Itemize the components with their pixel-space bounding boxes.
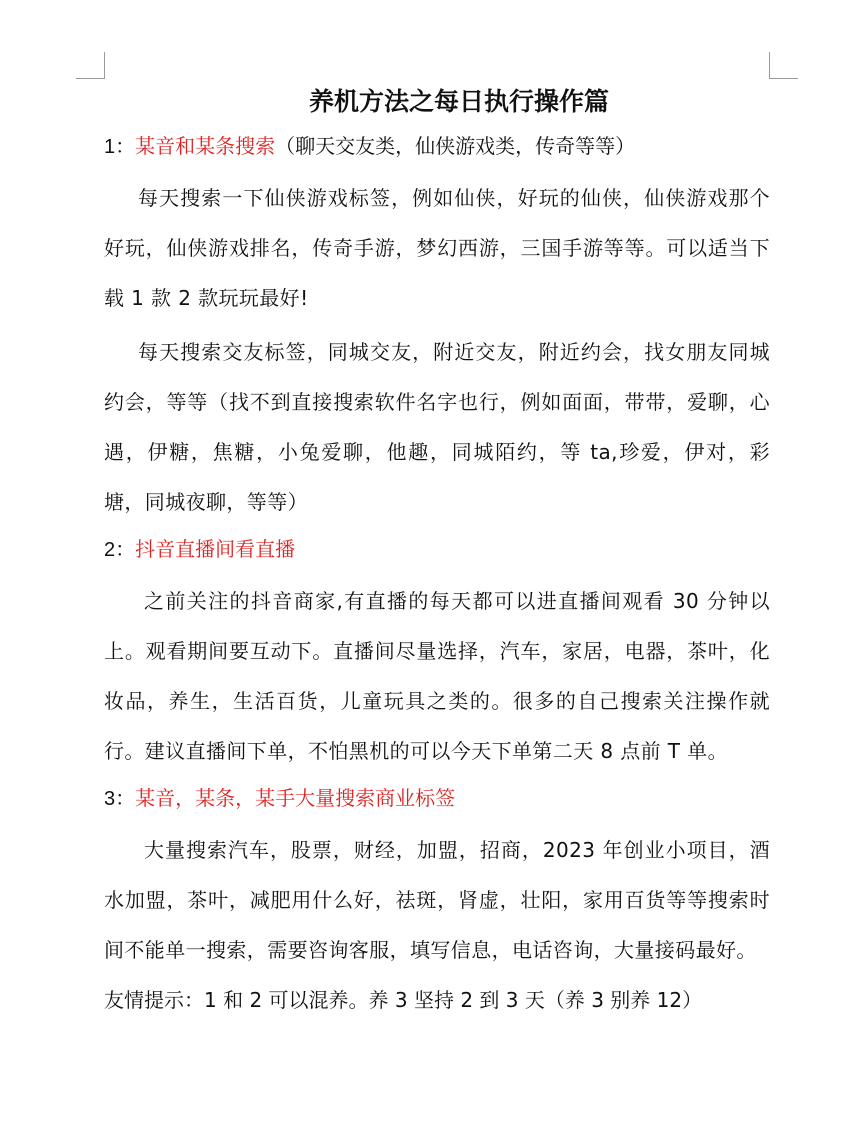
paragraph: 之前关注的抖音商家,有直播的每天都可以进直播间观看 30 分钟以上。观看期间要互动下。直播间尽量选择，汽车，家居，电器，茶叶，化妆品，养生，生活百货，儿童玩具之类的。很多的自己搜索关注操作就行。建议直播间下单，不怕黑机的可以今天下单第二天 8 点前 T 单。 xyxy=(104,589,770,763)
document-page xyxy=(104,82,770,1025)
section-title: 某音和某条搜索 xyxy=(135,134,276,158)
section-3-heading xyxy=(104,776,770,821)
crop-mark-top-right xyxy=(769,52,798,79)
section-number: 3： xyxy=(104,788,136,810)
document-title: 养机方法之每日执行操作篇 xyxy=(308,87,609,116)
section-number: 1： xyxy=(104,136,136,158)
section-1-heading xyxy=(104,124,770,169)
paragraph: 每天搜索交友标签，同城交友，附近交友，附近约会，找女朋友同城约会，等等（找不到直接搜索软件名字也行，例如面面，带带，爱聊，心遇，伊糖，焦糖，小兔爱聊，他趣，同城陌约，等 ta,珍爱，伊对，彩塘，同城夜聊，等等） xyxy=(104,340,770,514)
section-2-heading xyxy=(104,527,770,572)
paragraph: 大量搜索汽车，股票，财经，加盟，招商，2023 年创业小项目，酒水加盟，茶叶，减肥用什么好，祛斑，肾虚，壮阳，家用百货等等搜索时间不能单一搜索，需要咨询客服，填写信息，电话咨询，大量接码最好。 xyxy=(104,838,770,962)
section-title: 某音，某条，某手大量搜索商业标签 xyxy=(135,786,456,810)
friendly-tip: 友情提示：1 和 2 可以混养。养 3 坚持 2 到 3 天（养 3 别养 12） xyxy=(104,988,703,1012)
paragraph: 每天搜索一下仙侠游戏标签，例如仙侠，好玩的仙侠，仙侠游戏那个好玩，仙侠游戏排名，传奇手游，梦幻西游，三国手游等等。可以适当下载 1 款 2 款玩玩最好! xyxy=(104,186,770,310)
section-title: 抖音直播间看直播 xyxy=(135,537,296,561)
section-subtitle: （聊天交友类，仙侠游戏类，传奇等等） xyxy=(275,134,636,158)
crop-mark-top-left xyxy=(76,52,105,79)
section-number: 2： xyxy=(104,539,136,561)
